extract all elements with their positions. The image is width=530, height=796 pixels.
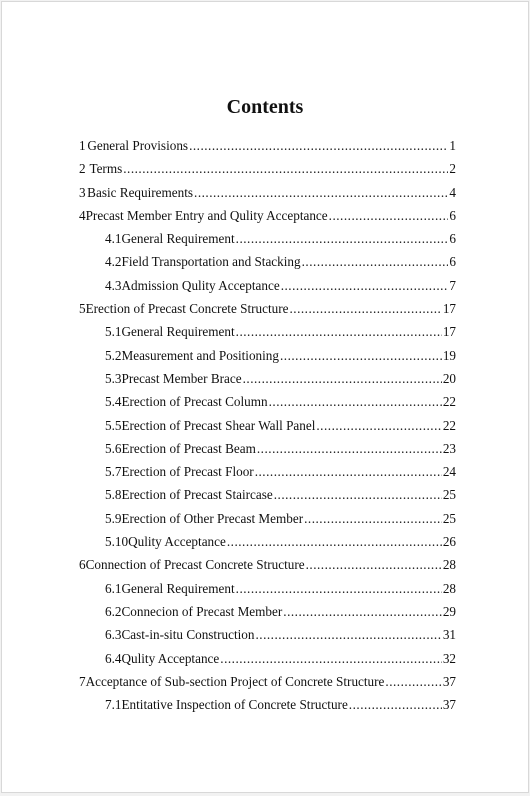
dot-leader xyxy=(304,511,442,527)
toc-entry-title: Erection of Precast Concrete Structure xyxy=(85,301,289,317)
toc-entry-page-number: 37 xyxy=(442,697,456,713)
toc-entry-title: Qulity Acceptance xyxy=(121,650,220,666)
toc-entry-number: 5.7 xyxy=(105,464,122,480)
toc-entry-page-number: 6 xyxy=(449,207,456,223)
toc-entry-number: 3 xyxy=(79,184,86,200)
toc-entry[interactable] xyxy=(2,674,528,697)
document-page xyxy=(2,2,528,792)
toc-entry[interactable] xyxy=(2,487,528,510)
toc-entry-title: General Requirement xyxy=(121,231,235,247)
toc-entry-number: 5.9 xyxy=(105,510,122,526)
toc-entry[interactable] xyxy=(2,604,528,627)
toc-entry[interactable] xyxy=(2,278,528,301)
dot-leader xyxy=(385,674,441,690)
toc-entry-page-number: 25 xyxy=(442,487,456,503)
toc-entry-title: Cast-in-situ Construction xyxy=(121,627,255,643)
toc-entry-number: 6.4 xyxy=(105,650,122,666)
toc-entry-number: 5.8 xyxy=(105,487,122,503)
toc-entry-title: Precast Member Brace xyxy=(121,370,242,386)
toc-entry-title: Basic Requirements xyxy=(87,184,194,200)
toc-entry[interactable] xyxy=(2,697,528,720)
toc-entry-page-number: 17 xyxy=(442,324,456,340)
toc-entry-title: Erection of Precast Staircase xyxy=(121,487,273,503)
toc-entry-page-number: 28 xyxy=(442,557,456,573)
toc-entry-title: Erection of Precast Beam xyxy=(121,440,256,456)
dot-leader xyxy=(189,138,448,154)
toc-entry-title: Terms xyxy=(89,161,123,177)
toc-entry-title: Connection of Precast Concrete Structure xyxy=(85,557,305,573)
toc-entry[interactable] xyxy=(2,371,528,394)
toc-entry-title: General Requirement xyxy=(121,324,235,340)
toc-entry-number: 5.5 xyxy=(105,417,122,433)
toc-entry-title: Erection of Precast Floor xyxy=(121,464,254,480)
toc-entry-title: Erection of Precast Shear Wall Panel xyxy=(121,417,316,433)
dot-leader xyxy=(194,185,448,201)
dot-leader xyxy=(220,651,442,667)
toc-entry-page-number: 24 xyxy=(442,464,456,480)
toc-entry-title: Connecion of Precast Member xyxy=(121,603,283,619)
toc-entry-title: Admission Qulity Acceptance xyxy=(121,277,280,293)
toc-entry-page-number: 1 xyxy=(449,138,456,153)
toc-entry-title: Qulity Acceptance xyxy=(128,534,226,550)
toc-entry[interactable] xyxy=(2,441,528,464)
toc-entry[interactable] xyxy=(2,231,528,254)
toc-entry[interactable] xyxy=(2,254,528,277)
toc-entry[interactable] xyxy=(2,208,528,231)
toc-entry[interactable] xyxy=(2,185,528,208)
toc-entry-number: 4.3 xyxy=(105,277,122,293)
dot-leader xyxy=(255,464,442,480)
toc-entry-title: Erection of Precast Column xyxy=(121,394,268,410)
toc-entry[interactable] xyxy=(2,418,528,441)
toc-entry[interactable] xyxy=(2,138,528,161)
dot-leader xyxy=(283,604,442,620)
toc-entry-page-number: 2 xyxy=(449,161,456,177)
toc-entry-page-number: 37 xyxy=(442,673,456,689)
toc-entry[interactable] xyxy=(2,301,528,324)
toc-entry-number: 5.10 xyxy=(105,534,129,550)
dot-leader xyxy=(329,208,449,224)
toc-entry-number: 5.6 xyxy=(105,440,122,456)
toc-entry-title: Field Transportation and Stacking xyxy=(121,254,301,270)
toc-entry-number: 5 xyxy=(79,301,86,317)
toc-entry-page-number: 32 xyxy=(442,650,456,666)
page-title: Contents xyxy=(226,96,304,118)
toc-entry-page-number: 23 xyxy=(442,440,456,456)
toc-entry-page-number: 31 xyxy=(442,627,456,643)
toc-entry-page-number: 6 xyxy=(449,231,456,247)
dot-leader xyxy=(227,534,442,550)
toc-entry-title: Entitative Inspection of Concrete Structure xyxy=(121,697,348,713)
toc-entry-page-number: 25 xyxy=(442,510,456,526)
toc-entry-number: 6.1 xyxy=(105,580,122,596)
toc-entry-page-number: 7 xyxy=(449,277,456,293)
toc-entry-number: 4.2 xyxy=(105,254,122,270)
toc-entry[interactable] xyxy=(2,161,528,184)
dot-leader xyxy=(123,161,448,177)
toc-entry-page-number: 28 xyxy=(442,580,456,596)
toc-entry[interactable] xyxy=(2,557,528,580)
toc-entry-number: 5.4 xyxy=(105,394,122,410)
toc-entry[interactable] xyxy=(2,534,528,557)
toc-entry[interactable] xyxy=(2,651,528,674)
toc-entry-page-number: 26 xyxy=(442,534,456,550)
dot-leader xyxy=(306,557,442,573)
dot-leader xyxy=(349,697,442,713)
toc-entry[interactable] xyxy=(2,511,528,534)
toc-entry-title: Precast Member Entry and Qulity Acceptance xyxy=(85,207,328,223)
toc-entry-title: Erection of Other Precast Member xyxy=(121,510,304,526)
dot-leader xyxy=(236,324,442,340)
toc-entry-page-number: 17 xyxy=(442,301,456,317)
dot-leader xyxy=(280,348,442,364)
dot-leader xyxy=(236,581,442,597)
toc-entry-title: Acceptance of Sub-section Project of Concrete Structure xyxy=(85,673,385,689)
toc-entry-number: 4 xyxy=(79,207,86,223)
toc-entry-page-number: 29 xyxy=(442,603,456,619)
dot-leader xyxy=(236,231,449,247)
toc-entry-number: 7.1 xyxy=(105,697,122,713)
dot-leader xyxy=(255,627,441,643)
dot-leader xyxy=(316,418,441,434)
toc-entry-title: General Requirement xyxy=(121,580,235,596)
toc-entry-number: 1 xyxy=(79,138,86,153)
toc-entry-number: 2 xyxy=(79,161,86,177)
dot-leader xyxy=(274,487,442,503)
toc-entry-title: Measurement and Positioning xyxy=(121,347,279,363)
toc-entry[interactable] xyxy=(2,324,528,347)
toc-entry-number: 4.1 xyxy=(105,231,122,247)
toc-entry-number: 5.2 xyxy=(105,347,122,363)
toc-entry-title: General Provisions xyxy=(87,138,189,153)
dot-leader xyxy=(302,254,449,270)
toc-entry-number: 6 xyxy=(79,557,86,573)
toc-entry-number: 7 xyxy=(79,673,86,689)
table-of-contents xyxy=(2,138,528,720)
toc-entry-page-number: 19 xyxy=(442,347,456,363)
toc-entry[interactable] xyxy=(2,348,528,371)
dot-leader xyxy=(243,371,442,387)
dot-leader xyxy=(281,278,449,294)
toc-entry[interactable] xyxy=(2,627,528,650)
toc-entry-page-number: 4 xyxy=(449,184,456,200)
toc-entry-number: 5.1 xyxy=(105,324,122,340)
toc-entry[interactable] xyxy=(2,464,528,487)
toc-entry[interactable] xyxy=(2,581,528,604)
toc-entry-number: 6.2 xyxy=(105,603,122,619)
toc-entry-number: 6.3 xyxy=(105,627,122,643)
dot-leader xyxy=(269,394,442,410)
toc-entry-page-number: 22 xyxy=(442,394,456,410)
toc-entry-page-number: 22 xyxy=(442,417,456,433)
toc-entry[interactable] xyxy=(2,394,528,417)
toc-entry-page-number: 6 xyxy=(449,254,456,270)
dot-leader xyxy=(257,441,442,457)
toc-entry-number: 5.3 xyxy=(105,370,122,386)
dot-leader xyxy=(289,301,441,317)
toc-entry-page-number: 20 xyxy=(442,370,456,386)
